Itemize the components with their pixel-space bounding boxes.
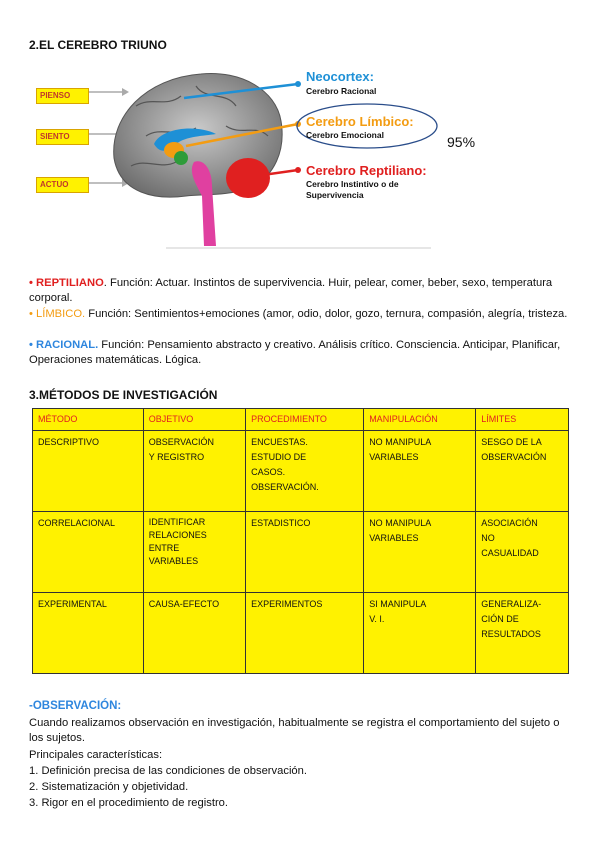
table-row: [33, 593, 569, 674]
cell-objetivo: IDENTIFICAR RELACIONES ENTRE VARIABLES: [143, 512, 245, 593]
section-2-title: 2.EL CEREBRO TRIUNO: [29, 38, 167, 52]
neocortex-title: Neocortex:: [306, 69, 374, 84]
racional-text: Función: Pensamiento abstracto y creativo. Análisis crítico. Consciencia. Anticipar, Planificar, Operaciones matemáticas. Lógica.: [29, 339, 561, 366]
cell-objetivo: OBSERVACIÓN Y REGISTRO: [143, 431, 245, 512]
paragraph-reptiliano: [29, 276, 574, 306]
observacion-intro: Cuando realizamos observación en investigación, habitualmente se registra el comportamiento del sujeto o los sujetos.: [29, 717, 560, 744]
list-item: 2. Sistematización y objetividad.: [29, 781, 189, 793]
observacion-title: -OBSERVACIÓN:: [29, 700, 122, 712]
cell-manipulacion: SI MANIPULA V. I.: [364, 593, 476, 674]
paragraph-racional: [29, 338, 574, 368]
header-objetivo: OBJETIVO: [143, 409, 245, 431]
limbico-sub: Cerebro Emocional: [306, 130, 384, 140]
limbico-key: • LÍMBICO.: [29, 308, 86, 320]
limbico-title: Cerebro Límbico:: [306, 114, 414, 129]
triune-brain-figure: [36, 66, 486, 252]
observacion-principales: Principales características:: [29, 749, 163, 761]
reptiliano-key: • REPTILIANO: [29, 277, 104, 289]
neocortex-sub: Cerebro Racional: [306, 86, 377, 96]
label-pienso: PIENSO: [36, 88, 89, 104]
cell-procedimiento: ENCUESTAS. ESTUDIO DE CASOS. OBSERVACIÓN.: [246, 431, 364, 512]
cell-procedimiento: EXPERIMENTOS: [246, 593, 364, 674]
cell-limites: SESGO DE LA OBSERVACIÓN: [476, 431, 569, 512]
section-3-title: 3.MÉTODOS DE INVESTIGACIÓN: [29, 388, 218, 402]
header-metodo: MÉTODO: [33, 409, 144, 431]
cell-limites: ASOCIACIÓN NO CASUALIDAD: [476, 512, 569, 593]
table-row: [33, 512, 569, 593]
cell-metodo: EXPERIMENTAL: [33, 593, 144, 674]
reptiliano-sub1: Cerebro Instintivo o de: [306, 179, 399, 189]
reptiliano-text: . Función: Actuar. Instintos de supervivencia. Huir, pelear, comer, beber, sexo, temperatura corporal.: [29, 277, 553, 304]
methods-table: [32, 408, 569, 674]
header-procedimiento: PROCEDIMIENTO: [246, 409, 364, 431]
limbico-text: Función: Sentimientos+emociones (amor, odio, dolor, gozo, ternura, compasión, alegría, tristeza.: [85, 308, 568, 320]
label-siento: SIENTO: [36, 129, 89, 145]
table-header-row: [33, 409, 569, 431]
cell-manipulacion: NO MANIPULA VARIABLES: [364, 431, 476, 512]
percent-label: 95%: [447, 134, 476, 150]
cell-limites: GENERALIZA- CIÓN DE RESULTADOS: [476, 593, 569, 674]
racional-key: • RACIONAL.: [29, 339, 99, 351]
brain-illustration: [36, 66, 486, 252]
cell-procedimiento: ESTADISTICO: [246, 512, 364, 593]
paragraph-limbico: [29, 307, 574, 322]
header-manipulacion: MANIPULACIÓN: [364, 409, 476, 431]
header-limites: LÍMITES: [476, 409, 569, 431]
cell-metodo: CORRELACIONAL: [33, 512, 144, 593]
cell-objetivo: CAUSA-EFECTO: [143, 593, 245, 674]
reptiliano-sub2: Supervivencia: [306, 190, 364, 200]
list-item: 1. Definición precisa de las condiciones de observación.: [29, 765, 307, 777]
table-row: [33, 431, 569, 512]
cell-metodo: DESCRIPTIVO: [33, 431, 144, 512]
label-actuo: ACTUO: [36, 177, 89, 193]
cell-manipulacion: NO MANIPULA VARIABLES: [364, 512, 476, 593]
list-item: 3. Rigor en el procedimiento de registro.: [29, 797, 228, 809]
reptiliano-title: Cerebro Reptiliano:: [306, 163, 427, 178]
limbic-green: [174, 151, 188, 165]
